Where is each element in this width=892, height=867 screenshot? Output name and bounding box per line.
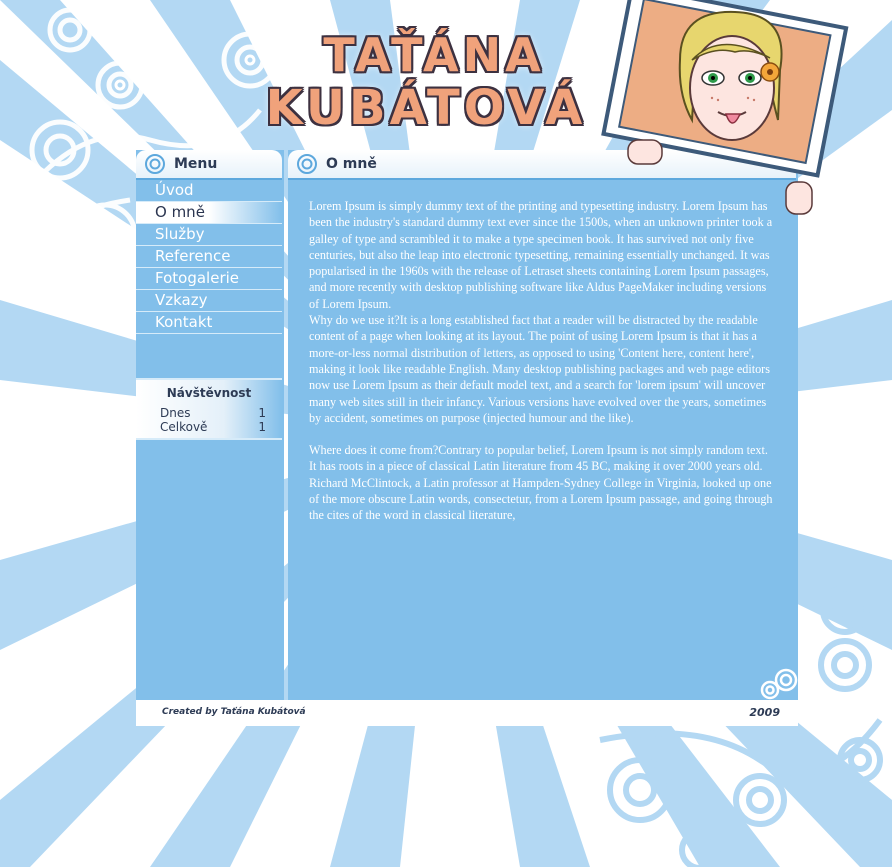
site-logo-last-name: KUBÁTOVÁ (265, 80, 587, 136)
menu-item-sluzby[interactable]: Služby (136, 224, 282, 246)
article-paragraph: Where does it come from?Contrary to popular belief, Lorem Ipsum is not simply random text. It has roots in a piece of classical Latin literature from 45 BC, making it over 2000 years old. Richard McClintock, a Latin professor at Hampden-Sydney College in Virginia, looked up one of the more obscure Latin words, consectetur, from a Lorem Ipsum passage, and going through the cites of the word in classical literature, (309, 443, 773, 523)
visit-counter (136, 378, 282, 440)
menu-title: Menu (174, 156, 218, 172)
visit-counter-title: Návštěvnost (166, 386, 252, 400)
visit-counter-today-label: Dnes (160, 406, 191, 420)
footer (136, 700, 798, 726)
menu-item-kontakt[interactable]: Kontakt (136, 312, 282, 334)
sidebar (136, 150, 284, 700)
footer-credit: Created by Taťána Kubátová (162, 707, 306, 717)
visit-counter-today-value: 1 (258, 406, 266, 420)
menu-item-reference[interactable]: Reference (136, 246, 282, 268)
content-panel (288, 150, 798, 700)
article-paragraph: Lorem Ipsum is simply dummy text of the printing and typesetting industry. Lorem Ipsum has been the industry's standard dummy text ever since the 1500s, when an unknown printer took a galley of type and scrambled it to make a type specimen book. It has survived not only five centuries, but also the leap into electronic typesetting, remaining essentially unchanged. It was popularised in the 1960s with the release of Letraset sheets containing Lorem Ipsum passages, and more recently with desktop publishing software like Aldus PageMaker including versions of Lorem Ipsum. (309, 199, 773, 311)
swirl-icon (296, 153, 318, 175)
footer-year: 2009 (749, 706, 780, 719)
swirl-icon (144, 153, 166, 175)
page-title: O mně (326, 156, 377, 172)
visit-counter-today (160, 406, 266, 420)
main-menu (136, 180, 282, 334)
visit-counter-total-value: 1 (258, 420, 266, 434)
article-text (309, 198, 775, 524)
corner-swirl-icon (758, 666, 800, 700)
article-paragraph: Why do we use it?It is a long established fact that a reader will be distracted by the readable content of a page when looking at its layout. The point of using Lorem Ipsum is that it has a more-or-less normal distribution of letters, as opposed to using 'Content here, content here', making it look like readable English. Many desktop publishing packages and web page editors now use Lorem Ipsum as their default model text, and a search for 'lorem ipsum' will uncover many web sites still in their infancy. Various versions have evolved over the years, sometimes by accident, sometimes on purpose (injected humour and the like). (309, 313, 770, 425)
menu-item-fotogalerie[interactable]: Fotogalerie (136, 268, 282, 290)
menu-item-vzkazy[interactable]: Vzkazy (136, 290, 282, 312)
visit-counter-total (160, 420, 266, 434)
visit-counter-total-label: Celkově (160, 420, 208, 434)
site-logo-first-name: TAŤÁNA (323, 28, 545, 82)
menu-item-uvod[interactable]: Úvod (136, 180, 282, 202)
portrait-illustration (600, 0, 850, 220)
menu-header (136, 150, 282, 180)
menu-item-o-mne[interactable]: O mně (136, 202, 282, 224)
